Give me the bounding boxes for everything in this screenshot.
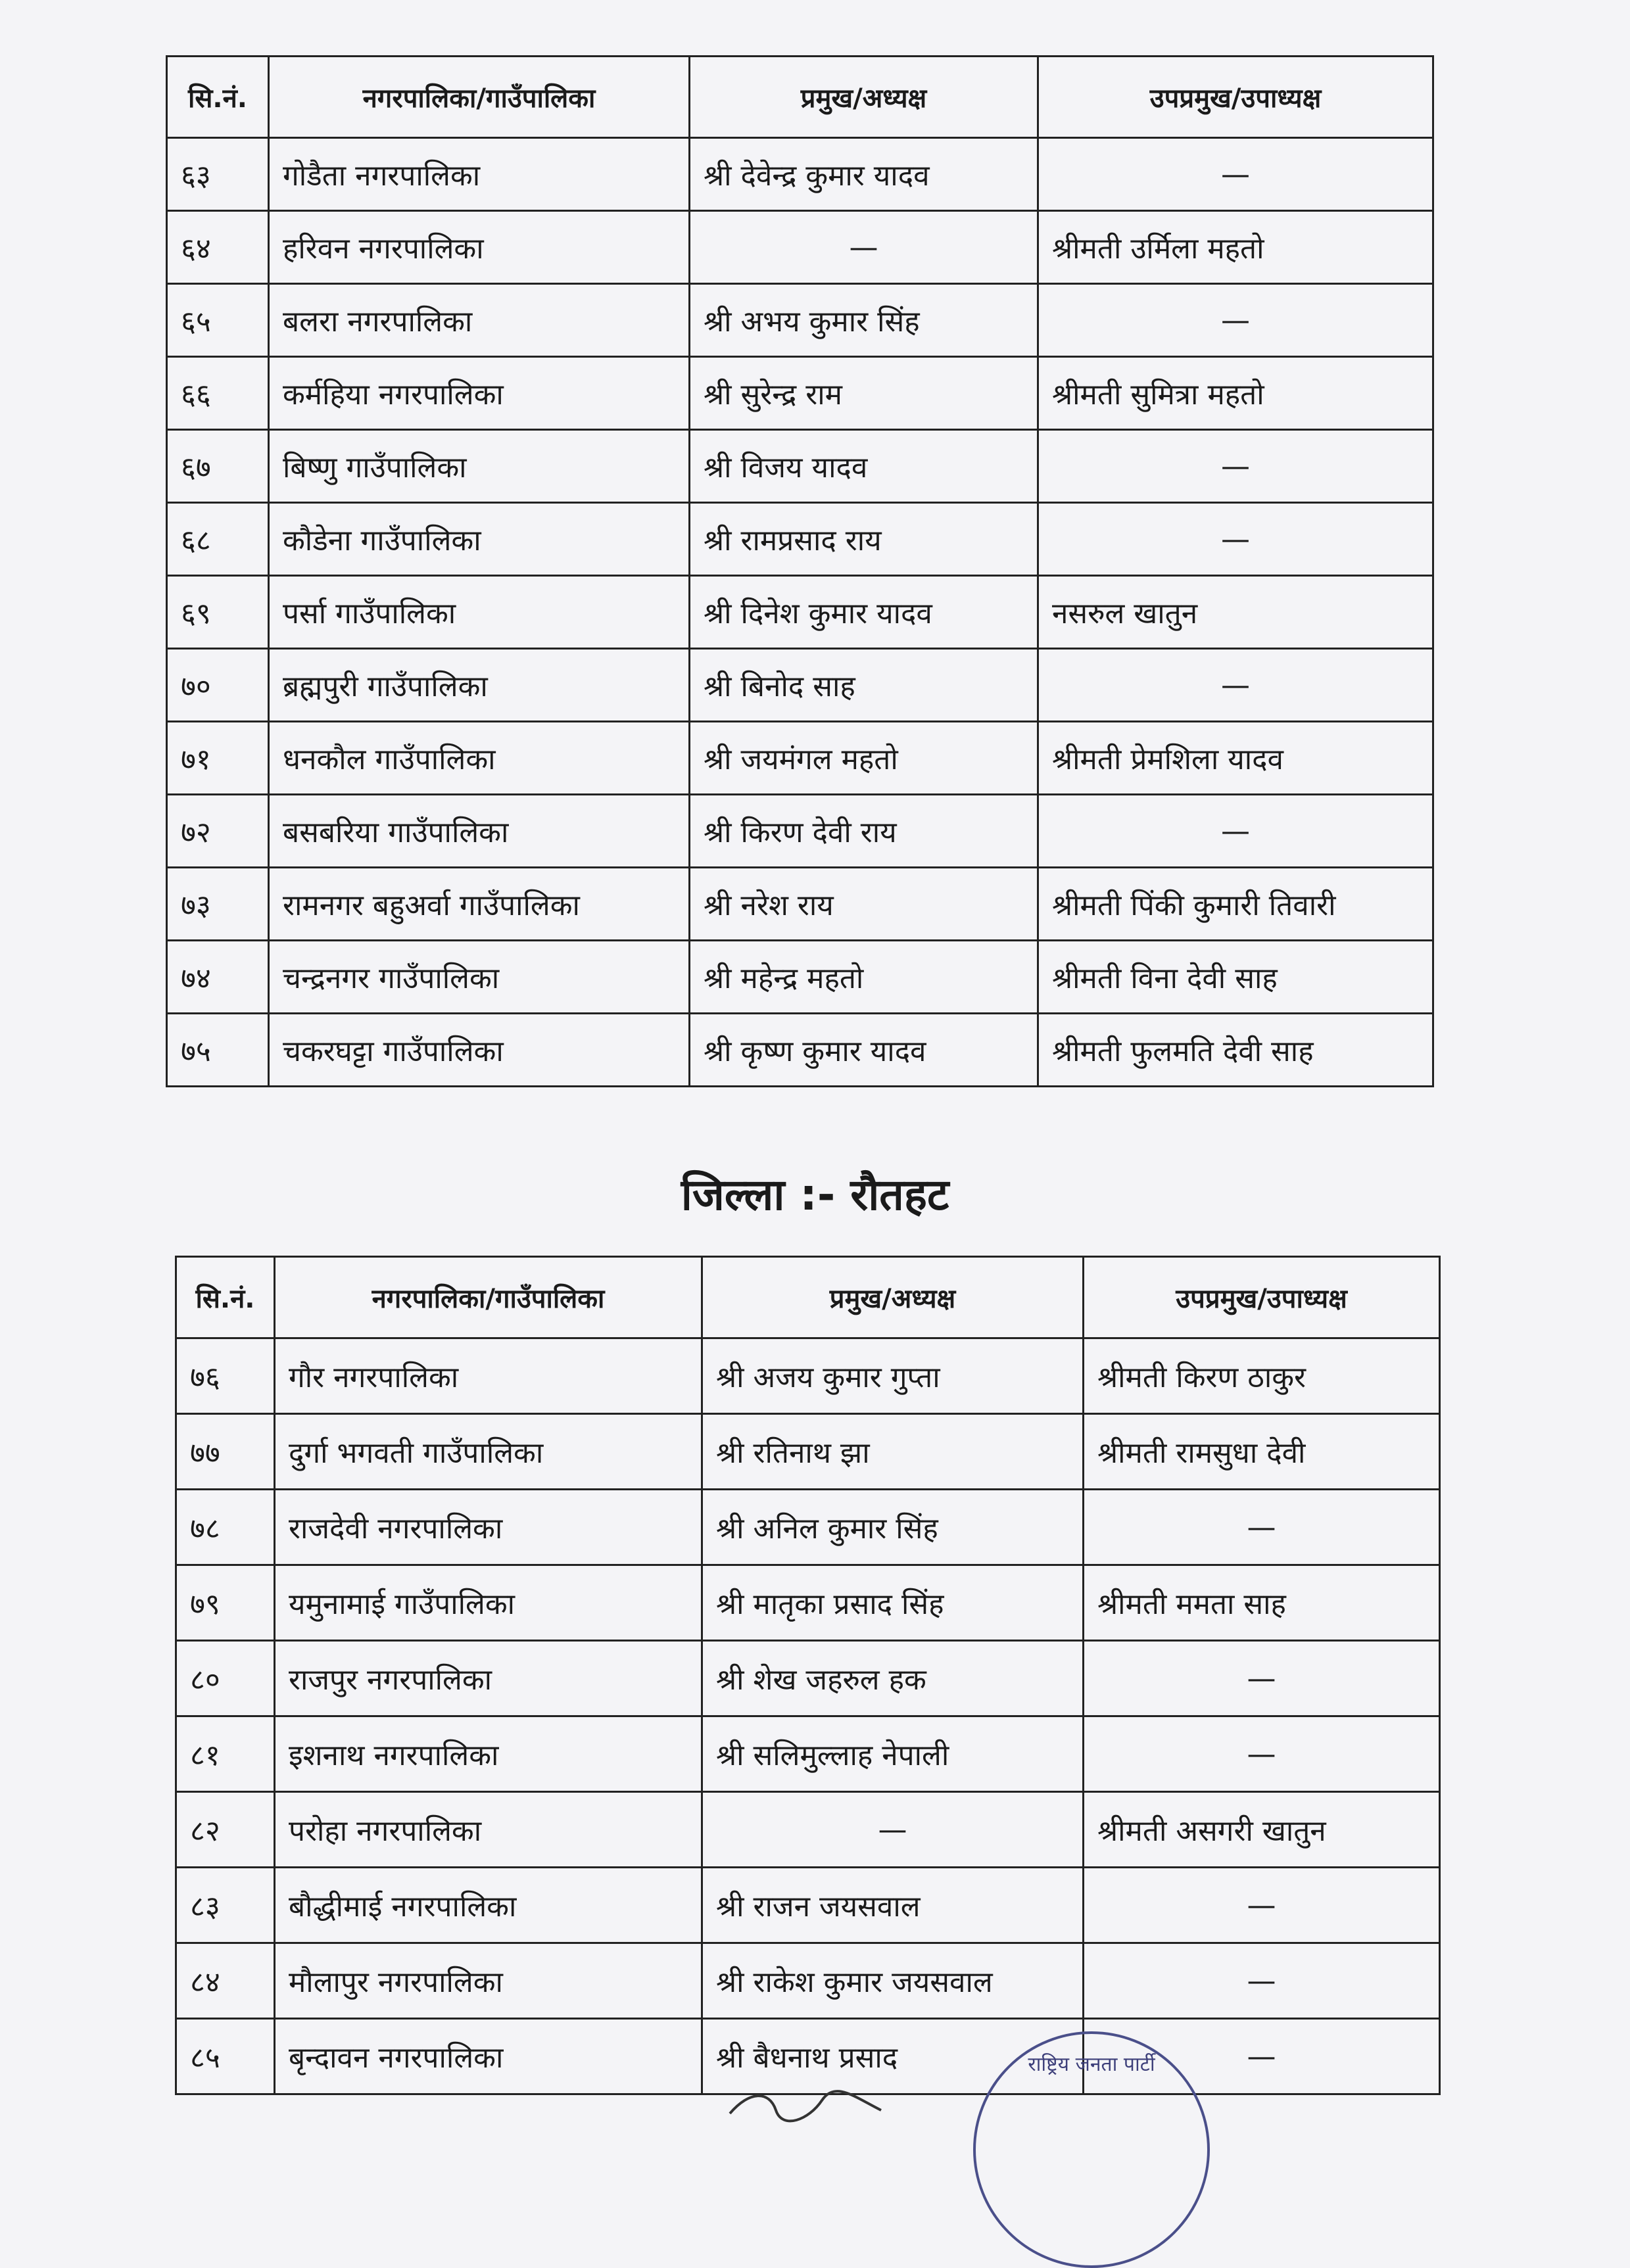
cell-chief: श्री राजन जयसवाल bbox=[702, 1868, 1084, 1943]
table-row bbox=[167, 941, 1433, 1014]
cell-municipality: गौर नगरपालिका bbox=[275, 1338, 702, 1414]
cell-sn: ६९ bbox=[167, 576, 269, 649]
cell-chief: — bbox=[702, 1792, 1084, 1868]
table-row bbox=[176, 1490, 1440, 1565]
cell-deputy: — bbox=[1084, 1868, 1440, 1943]
cell-sn: ७० bbox=[167, 649, 269, 722]
cell-municipality: बृन्दावन नगरपालिका bbox=[275, 2019, 702, 2094]
cell-sn: ७९ bbox=[176, 1565, 275, 1641]
roster-table-1 bbox=[166, 55, 1434, 1087]
cell-chief: श्री शेख जहरुल हक bbox=[702, 1641, 1084, 1716]
cell-sn: ७५ bbox=[167, 1014, 269, 1087]
cell-chief: श्री राकेश कुमार जयसवाल bbox=[702, 1943, 1084, 2019]
table-row bbox=[167, 430, 1433, 503]
cell-deputy: नसरुल खातुन bbox=[1038, 576, 1433, 649]
seal-text: राष्ट्रिय जनता पार्टी bbox=[1028, 2053, 1155, 2076]
table-row bbox=[167, 722, 1433, 795]
cell-deputy: श्रीमती पिंकी कुमारी तिवारी bbox=[1038, 868, 1433, 941]
cell-deputy: — bbox=[1038, 284, 1433, 357]
table-row bbox=[167, 503, 1433, 576]
table-row bbox=[176, 1792, 1440, 1868]
cell-chief: श्री देवेन्द्र कुमार यादव bbox=[690, 138, 1038, 211]
table-header-row bbox=[176, 1257, 1440, 1338]
cell-municipality: धनकौल गाउँपालिका bbox=[269, 722, 690, 795]
cell-sn: ७७ bbox=[176, 1414, 275, 1490]
cell-sn: ६३ bbox=[167, 138, 269, 211]
cell-sn: ६८ bbox=[167, 503, 269, 576]
cell-municipality: कर्महिया नगरपालिका bbox=[269, 357, 690, 430]
table-row bbox=[167, 138, 1433, 211]
cell-deputy: श्रीमती किरण ठाकुर bbox=[1084, 1338, 1440, 1414]
cell-deputy: श्रीमती असगरी खातुन bbox=[1084, 1792, 1440, 1868]
cell-municipality: गोडैता नगरपालिका bbox=[269, 138, 690, 211]
cell-deputy: — bbox=[1038, 138, 1433, 211]
cell-chief: श्री अनिल कुमार सिंह bbox=[702, 1490, 1084, 1565]
table-row bbox=[176, 2019, 1440, 2094]
col-header-deputy: उपप्रमुख/उपाध्यक्ष bbox=[1038, 57, 1433, 138]
cell-sn: ८४ bbox=[176, 1943, 275, 2019]
col-header-deputy: उपप्रमुख/उपाध्यक्ष bbox=[1084, 1257, 1440, 1338]
cell-municipality: राजदेवी नगरपालिका bbox=[275, 1490, 702, 1565]
table-row bbox=[167, 576, 1433, 649]
cell-deputy: — bbox=[1084, 1943, 1440, 2019]
cell-sn: ७१ bbox=[167, 722, 269, 795]
table-body bbox=[176, 1338, 1440, 2094]
cell-chief: श्री महेन्द्र महतो bbox=[690, 941, 1038, 1014]
cell-sn: ८५ bbox=[176, 2019, 275, 2094]
cell-municipality: मौलापुर नगरपालिका bbox=[275, 1943, 702, 2019]
cell-sn: ८१ bbox=[176, 1716, 275, 1792]
col-header-municipality: नगरपालिका/गाउँपालिका bbox=[275, 1257, 702, 1338]
cell-sn: ६७ bbox=[167, 430, 269, 503]
cell-chief: श्री बिनोद साह bbox=[690, 649, 1038, 722]
cell-chief: श्री दिनेश कुमार यादव bbox=[690, 576, 1038, 649]
col-header-chief: प्रमुख/अध्यक्ष bbox=[690, 57, 1038, 138]
table-row bbox=[167, 868, 1433, 941]
roster-table-2 bbox=[175, 1256, 1441, 2095]
cell-deputy: श्रीमती रामसुधा देवी bbox=[1084, 1414, 1440, 1490]
cell-chief: श्री सलिमुल्लाह नेपाली bbox=[702, 1716, 1084, 1792]
cell-deputy: श्रीमती उर्मिला महतो bbox=[1038, 211, 1433, 284]
cell-chief: श्री मातृका प्रसाद सिंह bbox=[702, 1565, 1084, 1641]
table-row bbox=[167, 284, 1433, 357]
cell-sn: ६६ bbox=[167, 357, 269, 430]
col-header-municipality: नगरपालिका/गाउँपालिका bbox=[269, 57, 690, 138]
table-row bbox=[176, 1641, 1440, 1716]
cell-chief: — bbox=[690, 211, 1038, 284]
table-row bbox=[176, 1414, 1440, 1490]
cell-chief: श्री अजय कुमार गुप्ता bbox=[702, 1338, 1084, 1414]
table-row bbox=[176, 1716, 1440, 1792]
cell-deputy: श्रीमती सुमित्रा महतो bbox=[1038, 357, 1433, 430]
cell-deputy: श्रीमती ममता साह bbox=[1084, 1565, 1440, 1641]
cell-chief: श्री किरण देवी राय bbox=[690, 795, 1038, 868]
cell-chief: श्री जयमंगल महतो bbox=[690, 722, 1038, 795]
table-row bbox=[167, 211, 1433, 284]
cell-sn: ६५ bbox=[167, 284, 269, 357]
cell-sn: ८३ bbox=[176, 1868, 275, 1943]
cell-sn: ७२ bbox=[167, 795, 269, 868]
cell-sn: ७४ bbox=[167, 941, 269, 1014]
cell-municipality: दुर्गा भगवती गाउँपालिका bbox=[275, 1414, 702, 1490]
table-row bbox=[176, 1338, 1440, 1414]
cell-municipality: बौद्धीमाई नगरपालिका bbox=[275, 1868, 702, 1943]
party-seal bbox=[973, 2031, 1210, 2268]
cell-sn: ८२ bbox=[176, 1792, 275, 1868]
table-row bbox=[176, 1565, 1440, 1641]
cell-sn: ७८ bbox=[176, 1490, 275, 1565]
cell-municipality: चकरघट्टा गाउँपालिका bbox=[269, 1014, 690, 1087]
cell-municipality: इशनाथ नगरपालिका bbox=[275, 1716, 702, 1792]
cell-deputy: श्रीमती फुलमति देवी साह bbox=[1038, 1014, 1433, 1087]
cell-sn: ८० bbox=[176, 1641, 275, 1716]
cell-sn: ७६ bbox=[176, 1338, 275, 1414]
cell-chief: श्री सुरेन्द्र राम bbox=[690, 357, 1038, 430]
table-row bbox=[167, 649, 1433, 722]
cell-deputy: श्रीमती विना देवी साह bbox=[1038, 941, 1433, 1014]
cell-municipality: बिष्णु गाउँपालिका bbox=[269, 430, 690, 503]
cell-deputy: — bbox=[1084, 1490, 1440, 1565]
table-header-row bbox=[167, 57, 1433, 138]
cell-chief: श्री रामप्रसाद राय bbox=[690, 503, 1038, 576]
cell-sn: ७३ bbox=[167, 868, 269, 941]
cell-chief: श्री नरेश राय bbox=[690, 868, 1038, 941]
cell-municipality: ब्रह्मपुरी गाउँपालिका bbox=[269, 649, 690, 722]
col-header-sn: सि.नं. bbox=[167, 57, 269, 138]
cell-sn: ६४ bbox=[167, 211, 269, 284]
cell-chief: श्री कृष्ण कुमार यादव bbox=[690, 1014, 1038, 1087]
cell-deputy: श्रीमती प्रेमशिला यादव bbox=[1038, 722, 1433, 795]
cell-chief: श्री बैधनाथ प्रसाद bbox=[702, 2019, 1084, 2094]
cell-municipality: बसबरिया गाउँपालिका bbox=[269, 795, 690, 868]
table-row bbox=[167, 795, 1433, 868]
col-header-chief: प्रमुख/अध्यक्ष bbox=[702, 1257, 1084, 1338]
cell-deputy: — bbox=[1038, 430, 1433, 503]
signature-mark bbox=[723, 2084, 888, 2123]
cell-municipality: हरिवन नगरपालिका bbox=[269, 211, 690, 284]
cell-chief: श्री विजय यादव bbox=[690, 430, 1038, 503]
table-body bbox=[167, 138, 1433, 1087]
table-row bbox=[167, 357, 1433, 430]
col-header-sn: सि.नं. bbox=[176, 1257, 275, 1338]
cell-municipality: चन्द्रनगर गाउँपालिका bbox=[269, 941, 690, 1014]
cell-municipality: यमुनामाई गाउँपालिका bbox=[275, 1565, 702, 1641]
cell-deputy: — bbox=[1084, 2019, 1440, 2094]
cell-municipality: रामनगर बहुअर्वा गाउँपालिका bbox=[269, 868, 690, 941]
cell-municipality: पर्सा गाउँपालिका bbox=[269, 576, 690, 649]
cell-chief: श्री रतिनाथ झा bbox=[702, 1414, 1084, 1490]
cell-deputy: — bbox=[1084, 1641, 1440, 1716]
cell-deputy: — bbox=[1038, 795, 1433, 868]
table-row bbox=[167, 1014, 1433, 1087]
table-row bbox=[176, 1943, 1440, 2019]
cell-chief: श्री अभय कुमार सिंह bbox=[690, 284, 1038, 357]
cell-municipality: कौडेना गाउँपालिका bbox=[269, 503, 690, 576]
cell-deputy: — bbox=[1038, 649, 1433, 722]
cell-municipality: राजपुर नगरपालिका bbox=[275, 1641, 702, 1716]
table-row bbox=[176, 1868, 1440, 1943]
cell-deputy: — bbox=[1038, 503, 1433, 576]
cell-municipality: बलरा नगरपालिका bbox=[269, 284, 690, 357]
cell-deputy: — bbox=[1084, 1716, 1440, 1792]
district-heading: जिल्ला :- रौतहट bbox=[681, 1169, 949, 1220]
cell-municipality: परोहा नगरपालिका bbox=[275, 1792, 702, 1868]
